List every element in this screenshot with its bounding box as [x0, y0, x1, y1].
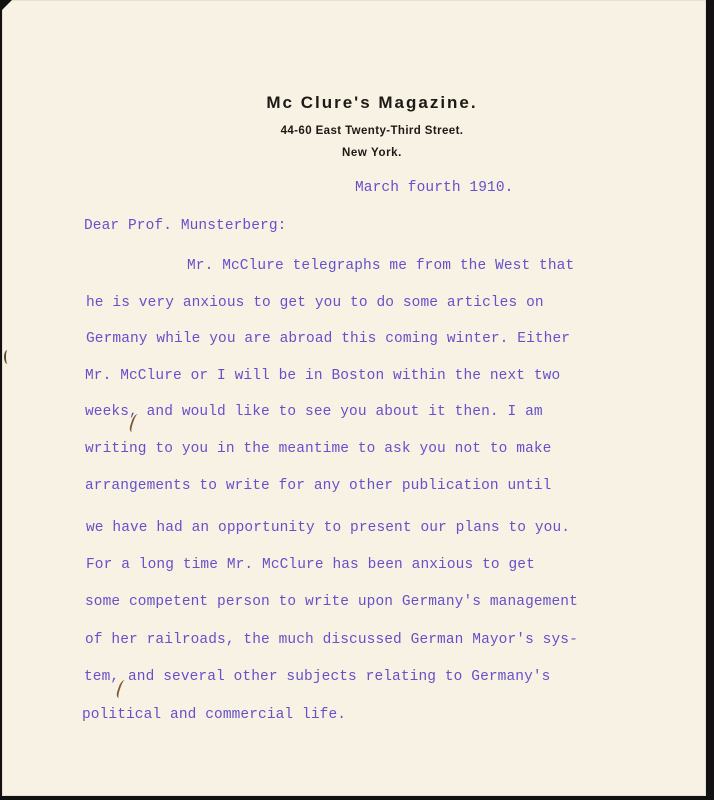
- letterhead-city: New York.: [342, 147, 402, 159]
- body-line: we have had an opportunity to present our plans to you.: [86, 520, 571, 536]
- body-line: he is very anxious to get you to do some articles on: [86, 295, 544, 311]
- body-line: of her railroads, the much discussed German Mayor's sys-: [85, 632, 578, 648]
- letter-page: [2, 0, 706, 796]
- salutation: Dear Prof. Munsterberg:: [84, 218, 287, 234]
- letterhead-address: 44-60 East Twenty-Third Street.: [280, 125, 464, 137]
- body-line: arrangements to write for any other publication until: [85, 478, 552, 494]
- body-line: Mr. McClure or I will be in Boston within the next two: [85, 368, 561, 384]
- margin-mark: [4, 350, 11, 364]
- body-line: weeks, and would like to see you about it then. I am: [85, 404, 543, 420]
- body-line: Germany while you are abroad this coming winter. Either: [86, 331, 571, 347]
- torn-corner: [2, 0, 12, 10]
- body-line: For a long time Mr. McClure has been anxious to get: [86, 557, 535, 573]
- body-line: Mr. McClure telegraphs me from the West that: [187, 258, 575, 274]
- body-line: writing to you in the meantime to ask you not to make: [85, 441, 552, 457]
- body-line: some competent person to write upon Germany's management: [85, 594, 578, 610]
- body-line: tem, and several other subjects relating to Germany's: [84, 669, 551, 685]
- body-line: political and commercial life.: [82, 707, 347, 723]
- letterhead-title: Mc Clure's Magazine.: [266, 93, 478, 112]
- letter-date: March fourth 1910.: [355, 180, 514, 196]
